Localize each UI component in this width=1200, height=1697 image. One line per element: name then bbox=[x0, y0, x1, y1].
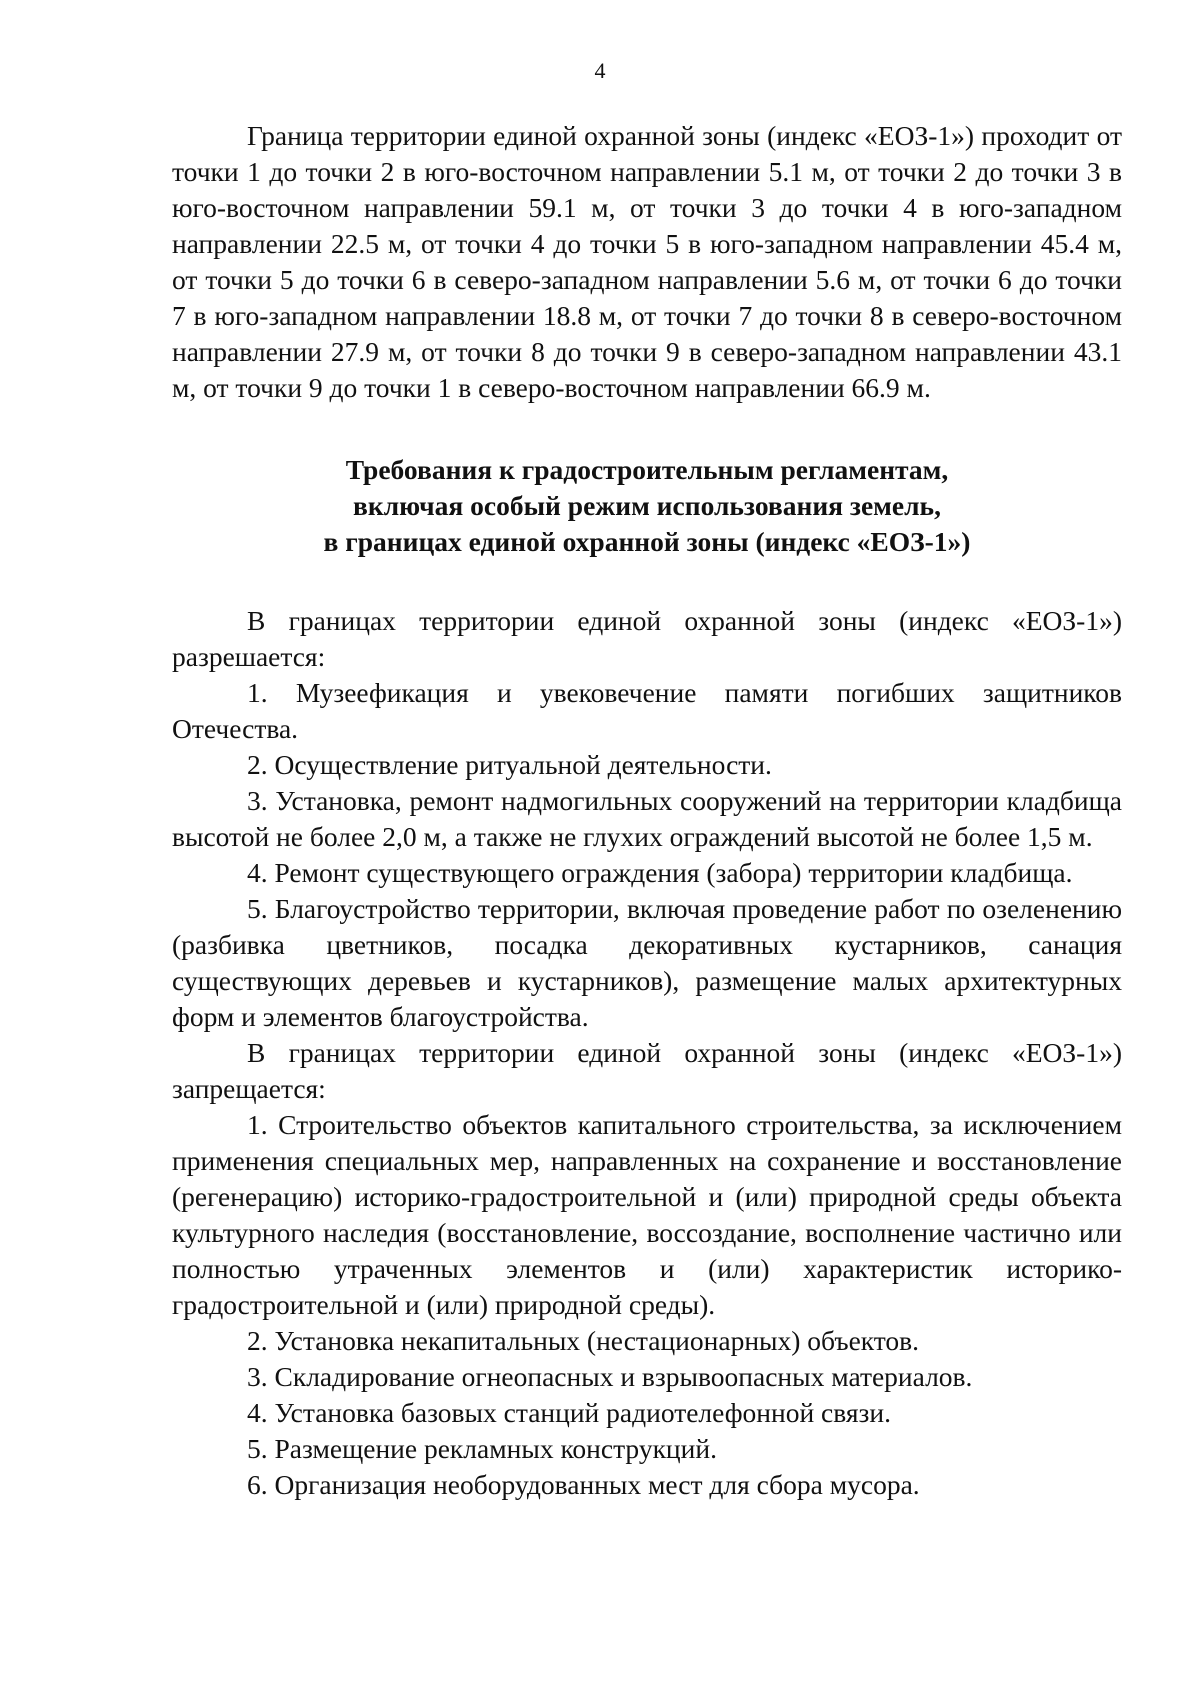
forbidden-section bbox=[172, 1035, 1122, 1503]
forbidden-item-6: 6. Организация необорудованных мест для сбора мусора. bbox=[247, 1469, 920, 1500]
section-heading-line-1: Требования к градостроительным регламентам, bbox=[345, 454, 949, 485]
section-heading-line-3: в границах единой охранной зоны (индекс «ЕОЗ-1») bbox=[323, 526, 971, 557]
allowed-item-3: 3. Установка, ремонт надмогильных сооружений на территории кладбища высотой не более 2,0 м, а также не глухих ограждений высотой не более 1,5 м. bbox=[172, 785, 1122, 852]
allowed-section bbox=[172, 603, 1122, 1035]
forbidden-lead: В границах территории единой охранной зоны (индекс «ЕОЗ-1») запрещается: bbox=[172, 1037, 1122, 1104]
section-heading-line-2: включая особый режим использования земель, bbox=[353, 490, 941, 521]
forbidden-item-5: 5. Размещение рекламных конструкций. bbox=[247, 1433, 717, 1464]
section-heading bbox=[172, 452, 1122, 560]
allowed-lead: В границах территории единой охранной зоны (индекс «ЕОЗ-1») разрешается: bbox=[172, 605, 1122, 672]
forbidden-item-4: 4. Установка базовых станций радиотелефонной связи. bbox=[247, 1397, 891, 1428]
forbidden-item-2: 2. Установка некапитальных (нестационарных) объектов. bbox=[247, 1325, 920, 1356]
document-body bbox=[172, 118, 1122, 1503]
forbidden-item-1: 1. Строительство объектов капитального строительства, за исключением применения специальных мер, направленных на сохранение и восстановление (регенерацию) историко-градостроительной и (или) природной среды объекта культурного наследия (восстановление, воссоздание, восполнение частично или полностью утраченных элементов и (или) характеристик историко-градостроительной и (или) природной среды). bbox=[172, 1109, 1122, 1320]
page-number: 4 bbox=[594, 58, 606, 83]
allowed-item-2: 2. Осуществление ритуальной деятельности. bbox=[247, 749, 772, 780]
forbidden-item-3: 3. Складирование огнеопасных и взрывоопасных материалов. bbox=[247, 1361, 973, 1392]
allowed-item-4: 4. Ремонт существующего ограждения (забора) территории кладбища. bbox=[247, 857, 1073, 888]
allowed-item-1: 1. Музеефикация и увековечение памяти погибших защитников Отечества. bbox=[172, 677, 1122, 744]
allowed-item-5: 5. Благоустройство территории, включая проведение работ по озеленению (разбивка цветников, посадка декоративных кустарников, санация существующих деревьев и кустарников), размещение малых архитектурных форм и элементов благоустройства. bbox=[172, 893, 1122, 1032]
boundary-description-paragraph: Граница территории единой охранной зоны (индекс «ЕОЗ-1») проходит от точки 1 до точки 2 в юго-восточном направлении 5.1 м, от точки 2 до точки 3 в юго-восточном направлении 59.1 м, от точки 3 до точки 4 в юго-западном направлении 22.5 м, от точки 4 до точки 5 в юго-западном направлении 45.4 м, от точки 5 до точки 6 в северо-западном направлении 5.6 м, от точки 6 до точки 7 в юго-западном направлении 18.8 м, от точки 7 до точки 8 в северо-восточном направлении 27.9 м, от точки 8 до точки 9 в северо-западном направлении 43.1 м, от точки 9 до точки 1 в северо-восточном направлении 66.9 м. bbox=[172, 120, 1122, 403]
